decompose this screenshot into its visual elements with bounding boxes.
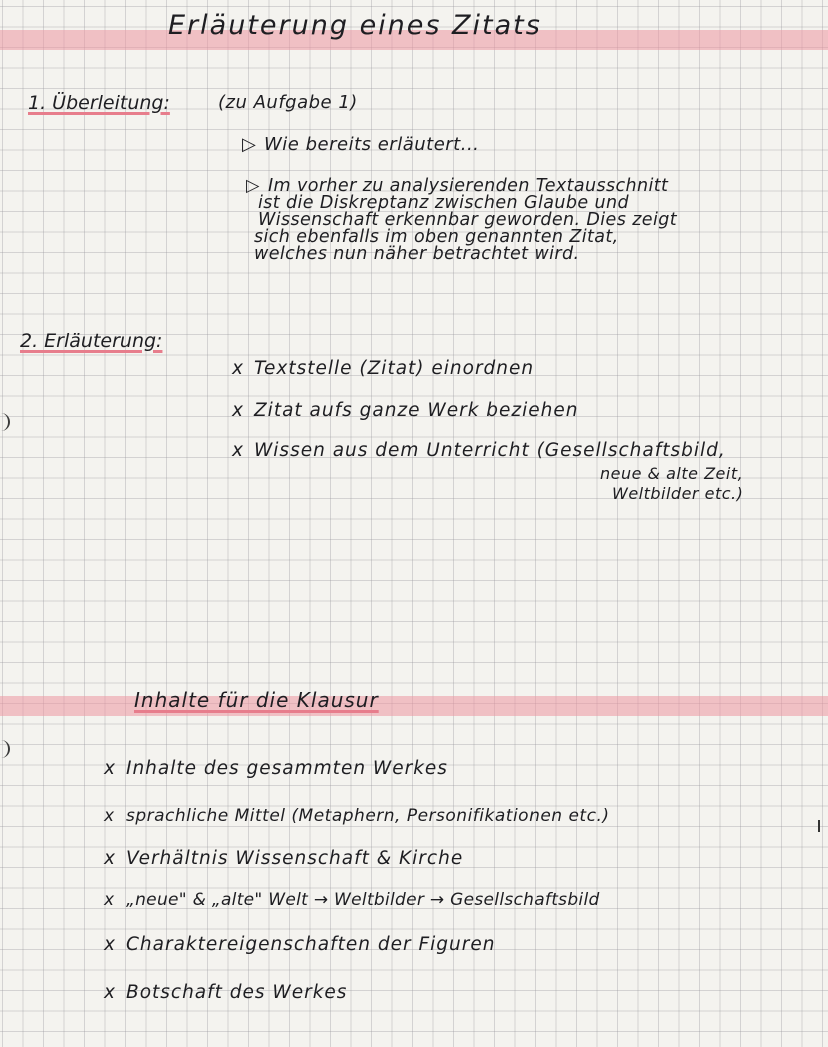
section3-highlight-band	[0, 696, 828, 716]
bullet-2-line: sich ebenfalls im oben genannten Zitat,	[254, 227, 619, 247]
list-item	[104, 982, 347, 1003]
x-marker-icon: x	[104, 890, 115, 910]
list-item-text: Botschaft des Werkes	[126, 982, 348, 1003]
margin-mark	[818, 820, 820, 832]
bullet-2-line: ist die Diskreptanz zwischen Glaube und	[258, 193, 629, 213]
section1-heading: 1. Überleitung:	[28, 92, 170, 114]
list-item	[104, 758, 448, 779]
list-item-continuation: neue & alte Zeit,	[600, 464, 744, 483]
x-marker-icon: x	[232, 440, 244, 461]
list-item-text: „neue" & „alte" Welt → Weltbilder → Gesellschaftsbild	[126, 890, 600, 910]
triangle-marker-icon: ▷	[246, 176, 260, 196]
x-marker-icon: x	[232, 400, 244, 421]
bullet-2	[246, 178, 677, 263]
page-title: Erläuterung eines Zitats	[168, 10, 542, 41]
x-marker-icon: x	[232, 358, 244, 379]
list-item-continuation: Weltbilder etc.)	[612, 484, 744, 503]
triangle-marker-icon: ▷	[242, 134, 257, 155]
list-item-text: sprachliche Mittel (Metaphern, Personifikationen etc.)	[126, 806, 610, 826]
bullet-2-line: welches nun näher betrachtet wird.	[254, 244, 580, 264]
list-item	[232, 358, 534, 379]
list-item	[104, 934, 495, 955]
list-item-text: Verhältnis Wissenschaft & Kirche	[126, 848, 464, 869]
bullet-2-line: Wissenschaft erkennbar geworden. Dies zeigt	[258, 210, 677, 230]
bullet-2-line: Im vorher zu analysierenden Textausschnitt	[268, 176, 669, 196]
list-item-text: Zitat aufs ganze Werk beziehen	[254, 400, 579, 421]
list-item	[104, 890, 600, 910]
list-item	[104, 806, 610, 826]
list-item	[104, 848, 463, 869]
x-marker-icon: x	[104, 848, 116, 869]
x-marker-icon: x	[104, 758, 116, 779]
binder-hole	[0, 740, 10, 758]
bullet-1-text: Wie bereits erläutert...	[264, 134, 480, 155]
x-marker-icon: x	[104, 982, 116, 1003]
list-item-text: Inhalte des gesammten Werkes	[126, 758, 448, 779]
bullet-1	[242, 134, 479, 155]
x-marker-icon: x	[104, 806, 115, 826]
binder-hole	[0, 413, 10, 431]
list-item-text: Textstelle (Zitat) einordnen	[254, 358, 535, 379]
section3-heading: Inhalte für die Klausur	[134, 688, 379, 712]
section1-note: (zu Aufgabe 1)	[218, 92, 358, 113]
section2-heading: 2. Erläuterung:	[20, 330, 163, 352]
list-item	[232, 400, 578, 421]
x-marker-icon: x	[104, 934, 116, 955]
list-item	[232, 440, 726, 461]
list-item-text: Wissen aus dem Unterricht (Gesellschaftsbild,	[254, 440, 726, 461]
list-item-text: Charaktereigenschaften der Figuren	[126, 934, 496, 955]
